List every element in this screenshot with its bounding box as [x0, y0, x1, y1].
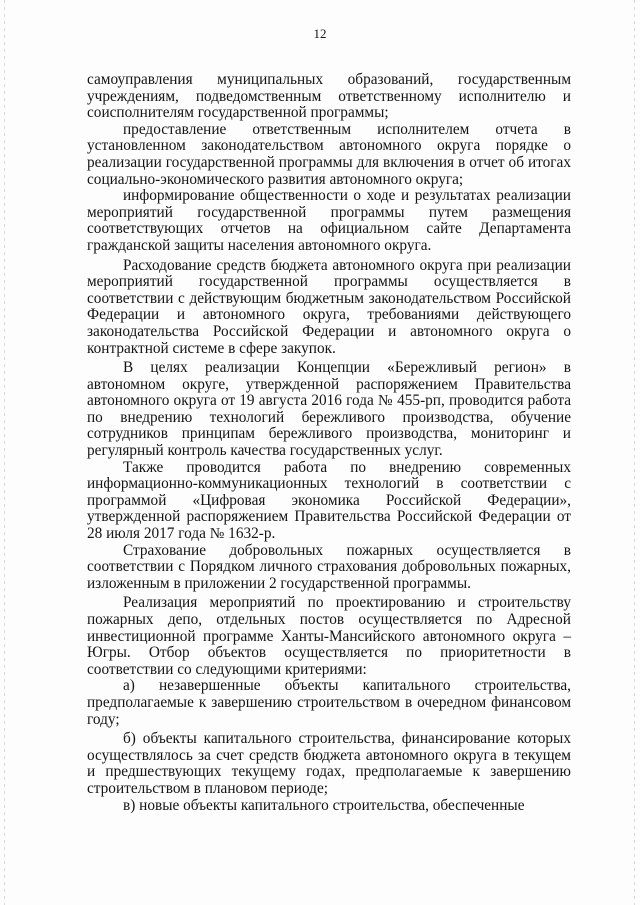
paragraph-fire-depots: Реализация мероприятий по проектированию и строительству пожарных депо, отдельных постов осуществляется по Адресной инвестиционной программе Ханты-Мансийского автономного округа – Югры. Отбор объектов осуществляется по приоритетности в соответствии со следующими критериями:	[87, 594, 571, 678]
criteria-item-b: б) объекты капитального строительства, финансирование которых осуществлялось за счет средств бюджета автономного округа в текущем и предшествующих текущему годах, предполагаемые к завершению строительством в плановом периоде;	[87, 730, 571, 797]
scan-edge-left	[4, 0, 5, 905]
paragraph-budget-spending: Расходование средств бюджета автономного округа при реализации мероприятий государственной программы осуществляется в соответствии с действующим бюджетным законодательством Российской Федерации и автономного округа, требованиями действующего законодательства Российской Федерации и автономного округа о контрактной системе в сфере закупок.	[87, 256, 571, 357]
paragraph-insurance: Страхование добровольных пожарных осуществляется в соответствии с Порядком личного страхования добровольных пожарных, изложенным в приложении 2 государственной программы.	[87, 541, 571, 592]
scan-edge-right	[634, 0, 635, 905]
paragraph-lean-region: В целях реализации Концепции «Бережливый регион» в автономном округе, утвержденной распоряжением Правительства автономного округа от 19 августа 2016 года № 455-рп, проводится работа по внедрению технологий бережливого производства, обучение сотрудников принципам бережливого производства, мониторинг и регулярный контроль качества государственных услуг.	[87, 359, 571, 460]
page-number: 12	[313, 26, 327, 41]
criteria-item-a: а) незавершенные объекты капитального строительства, предполагаемые к завершению строительством в очередном финансовом году;	[87, 677, 571, 728]
paragraph-continuation: самоуправления муниципальных образований, государственным учреждениям, подведомственным ответственному исполнителю и соисполнителям государственной программы;	[87, 71, 571, 122]
paragraph-digital-economy: Также проводится работа по внедрению современных информационно-коммуникационных технологий в соответствии с программой «Цифровая экономика Российской Федерации», утвержденной распоряжением Правительства Российской Федерации от 28 июля 2017 года № 1632-р.	[87, 458, 571, 543]
paragraph-report: предоставление ответственным исполнителем отчета в установленном законодательством автономного округа порядке о реализации государственной программы для включения в отчет об итогах социально-экономического развития автономного округа;	[87, 120, 571, 188]
criteria-item-c: в) новые объекты капитального строительства, обеспеченные	[123, 796, 525, 814]
paragraph-public-info: информирование общественности о ходе и результатах реализации мероприятий государственной программы путем размещения соответствующих отчетов на официальном сайте Департамента гражданской защиты населения автономного округа.	[87, 187, 571, 254]
document-body	[87, 72, 571, 814]
